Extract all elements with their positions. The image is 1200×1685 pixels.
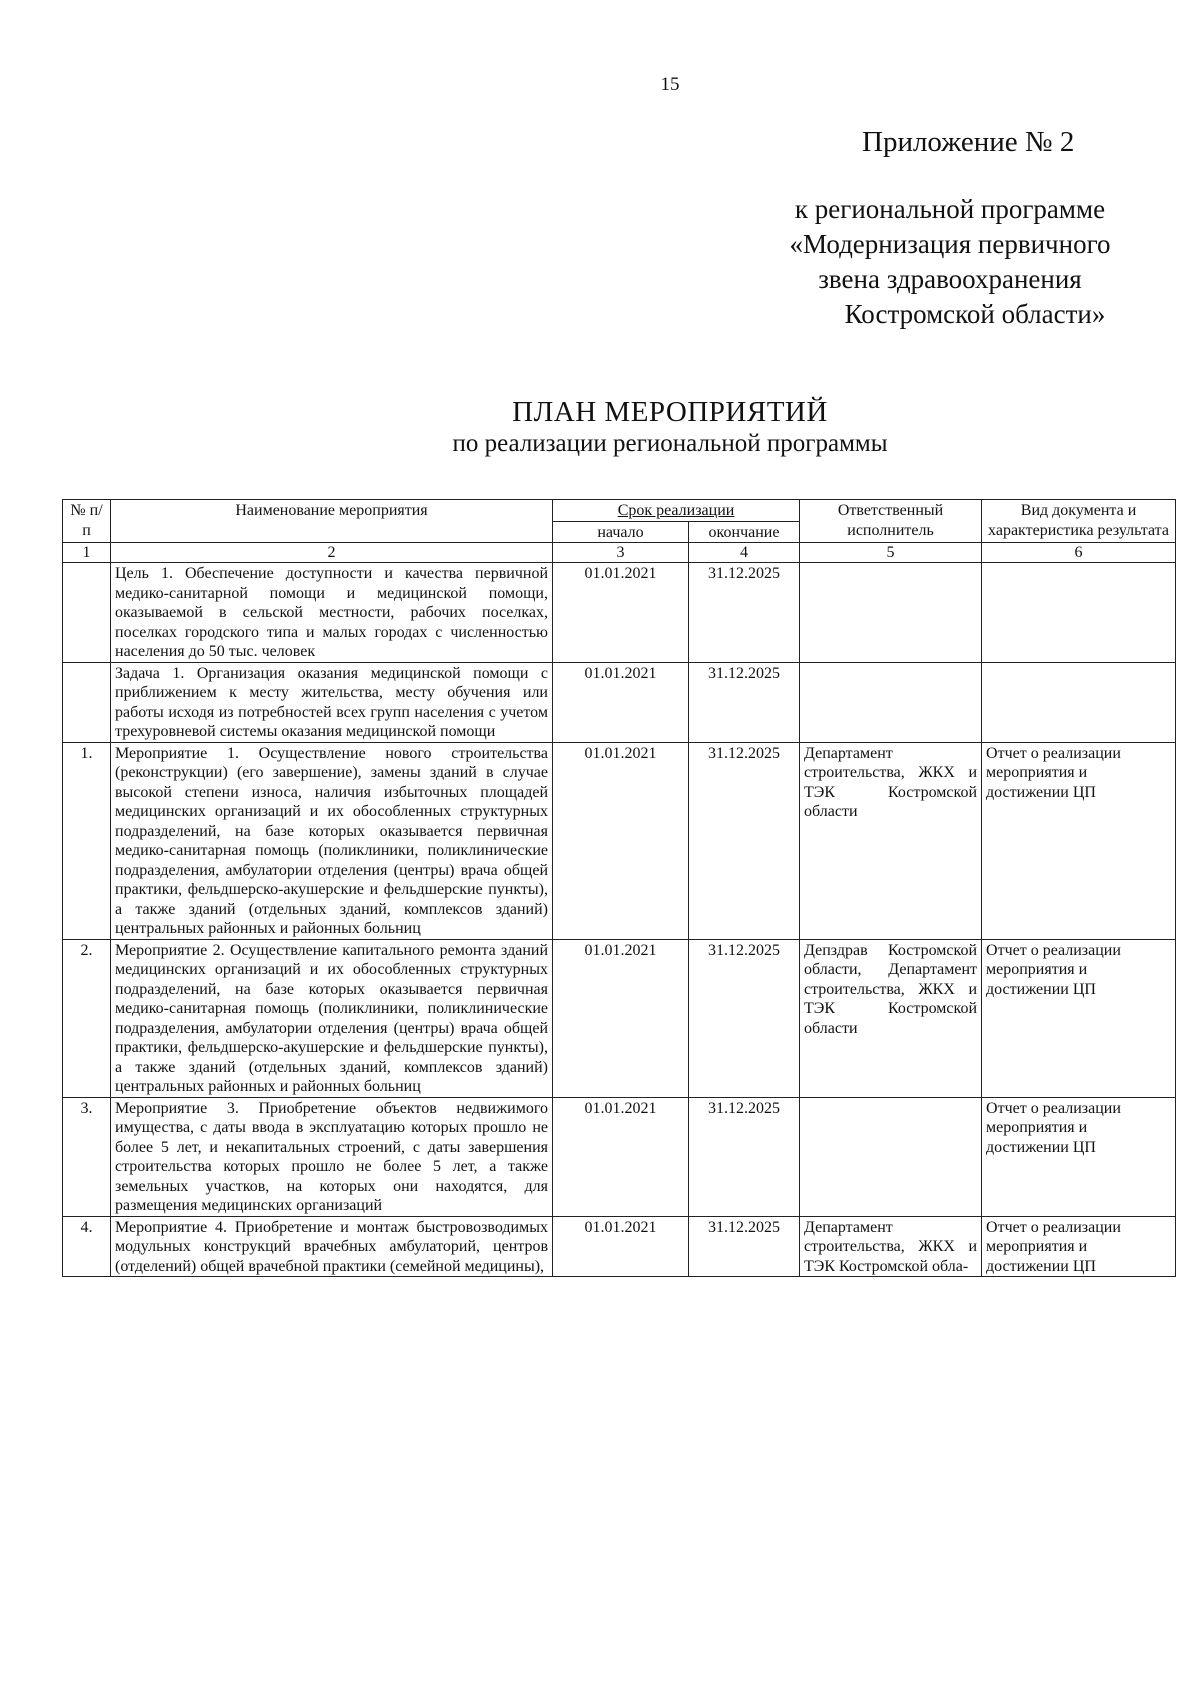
row-start: 01.01.2021 [553,939,689,1097]
header-period-label: Срок реализации [617,502,735,519]
table-row [63,1097,1176,1216]
appendix-line: «Модернизация первичного [789,229,1111,259]
row-executor: Департамент строительства, ЖКХ и ТЭК Костромской области [800,742,982,939]
table-row [63,563,1176,663]
row-start: 01.01.2021 [553,1216,689,1277]
row-doc: Отчет о реализации мероприятия и достижении ЦП [982,1097,1176,1216]
page-number: 15 [660,74,680,95]
header-period [553,500,800,522]
appendix-subtitle [760,192,1140,332]
appendix-line: звена здравоохранения [818,264,1082,294]
row-start: 01.01.2021 [553,742,689,939]
row-name: Цель 1. Обеспечение доступности и качества первичной медико-санитарной помощи и медицинской помощи, оказываемой в сельской местности, рабочих поселках, поселках городского типа и малых городах с численностью населения до 50 тыс. человек [111,563,553,663]
plan-title: ПЛАН МЕРОПРИЯТИЙ [512,396,828,428]
appendix-title: Приложение № 2 [862,126,1075,158]
plan-table [62,499,1176,1277]
row-name: Мероприятие 3. Приобретение объектов недвижимого имущества, с даты ввода в эксплуатацию которых прошло не более 5 лет, и некапитальных строений, с даты завершения строительства которых прошло не более 5 лет, а также земельных участков, на которых они находятся, для размещения медицинских организаций [111,1097,553,1216]
row-executor: Депздрав Костромской области, Департамент строительства, ЖКХ и ТЭК Костромской области [800,939,982,1097]
column-number-row [63,543,1176,563]
row-end: 31.12.2025 [689,1097,800,1216]
column-number: 1 [63,543,111,563]
table-row [63,939,1176,1097]
row-num [63,563,111,663]
column-number: 3 [553,543,689,563]
row-start: 01.01.2021 [553,1097,689,1216]
row-doc: Отчет о реализации мероприятия и достижении ЦП [982,939,1176,1097]
column-number: 4 [689,543,800,563]
row-doc [982,662,1176,742]
column-number: 6 [982,543,1176,563]
row-name: Мероприятие 2. Осуществление капитального ремонта зданий медицинских организаций и их обособленных структурных подразделений, на базе которых оказывается первичная медико-санитарная помощь (поликлиники, поликлинические подразделения, амбулатории отделения (центры) врача общей практики, фельдшерско-акушерские и фельдшерские пункты), а также зданий (отдельных зданий, комплексов зданий) центральных районных и районных больниц [111,939,553,1097]
row-name: Мероприятие 4. Приобретение и монтаж быстровозводимых модульных конструкций врачебных амбулаторий, центров (отделений) общей врачебной практики (семейной медицины), [111,1216,553,1277]
row-doc: Отчет о реализации мероприятия и достижении ЦП [982,1216,1176,1277]
row-num: 2. [63,939,111,1097]
column-number: 5 [800,543,982,563]
row-start: 01.01.2021 [553,563,689,663]
appendix-line: к региональной программе [794,194,1106,224]
table-row [63,662,1176,742]
header-executor: Ответственный исполнитель [800,500,982,543]
table-row [63,1216,1176,1277]
header-end: окончание [689,521,800,543]
row-end: 31.12.2025 [689,662,800,742]
appendix-line: Костромской области» [844,299,1106,329]
column-number: 2 [111,543,553,563]
row-num [63,662,111,742]
header-num: № п/ п [63,500,111,543]
row-num: 1. [63,742,111,939]
header-doc: Вид документа и характеристика результата [982,500,1176,543]
row-name: Задача 1. Организация оказания медицинской помощи с приближением к месту жительства, месту обучения или работы исходя из потребностей всех групп населения с учетом трехуровневой системы оказания медицинской помощи [111,662,553,742]
row-end: 31.12.2025 [689,742,800,939]
row-name: Мероприятие 1. Осуществление нового строительства (реконструкции) (его завершение), замены зданий в случае высокой степени износа, наличия избыточных площадей медицинских организаций и их обособленных структурных подразделений, на базе которых оказывается первичная медико-санитарная помощь (поликлиники, поликлинические подразделения, амбулатории отделения (центры) врача общей практики, фельдшерско-акушерские и фельдшерские пункты), а также зданий (отдельных зданий, комплексов зданий) центральных районных и районных больниц [111,742,553,939]
row-executor [800,1097,982,1216]
header-name: Наименование мероприятия [111,500,553,543]
row-doc: Отчет о реализации мероприятия и достижении ЦП [982,742,1176,939]
row-executor: Департамент строительства, ЖКХ и ТЭК Костромской обла- [800,1216,982,1277]
row-executor [800,662,982,742]
row-end: 31.12.2025 [689,1216,800,1277]
row-end: 31.12.2025 [689,939,800,1097]
row-executor [800,563,982,663]
row-num: 3. [63,1097,111,1216]
row-doc [982,563,1176,663]
plan-subtitle: по реализации региональной программы [452,430,888,457]
row-start: 01.01.2021 [553,662,689,742]
row-num: 4. [63,1216,111,1277]
table-row [63,742,1176,939]
header-start: начало [553,521,689,543]
row-end: 31.12.2025 [689,563,800,663]
